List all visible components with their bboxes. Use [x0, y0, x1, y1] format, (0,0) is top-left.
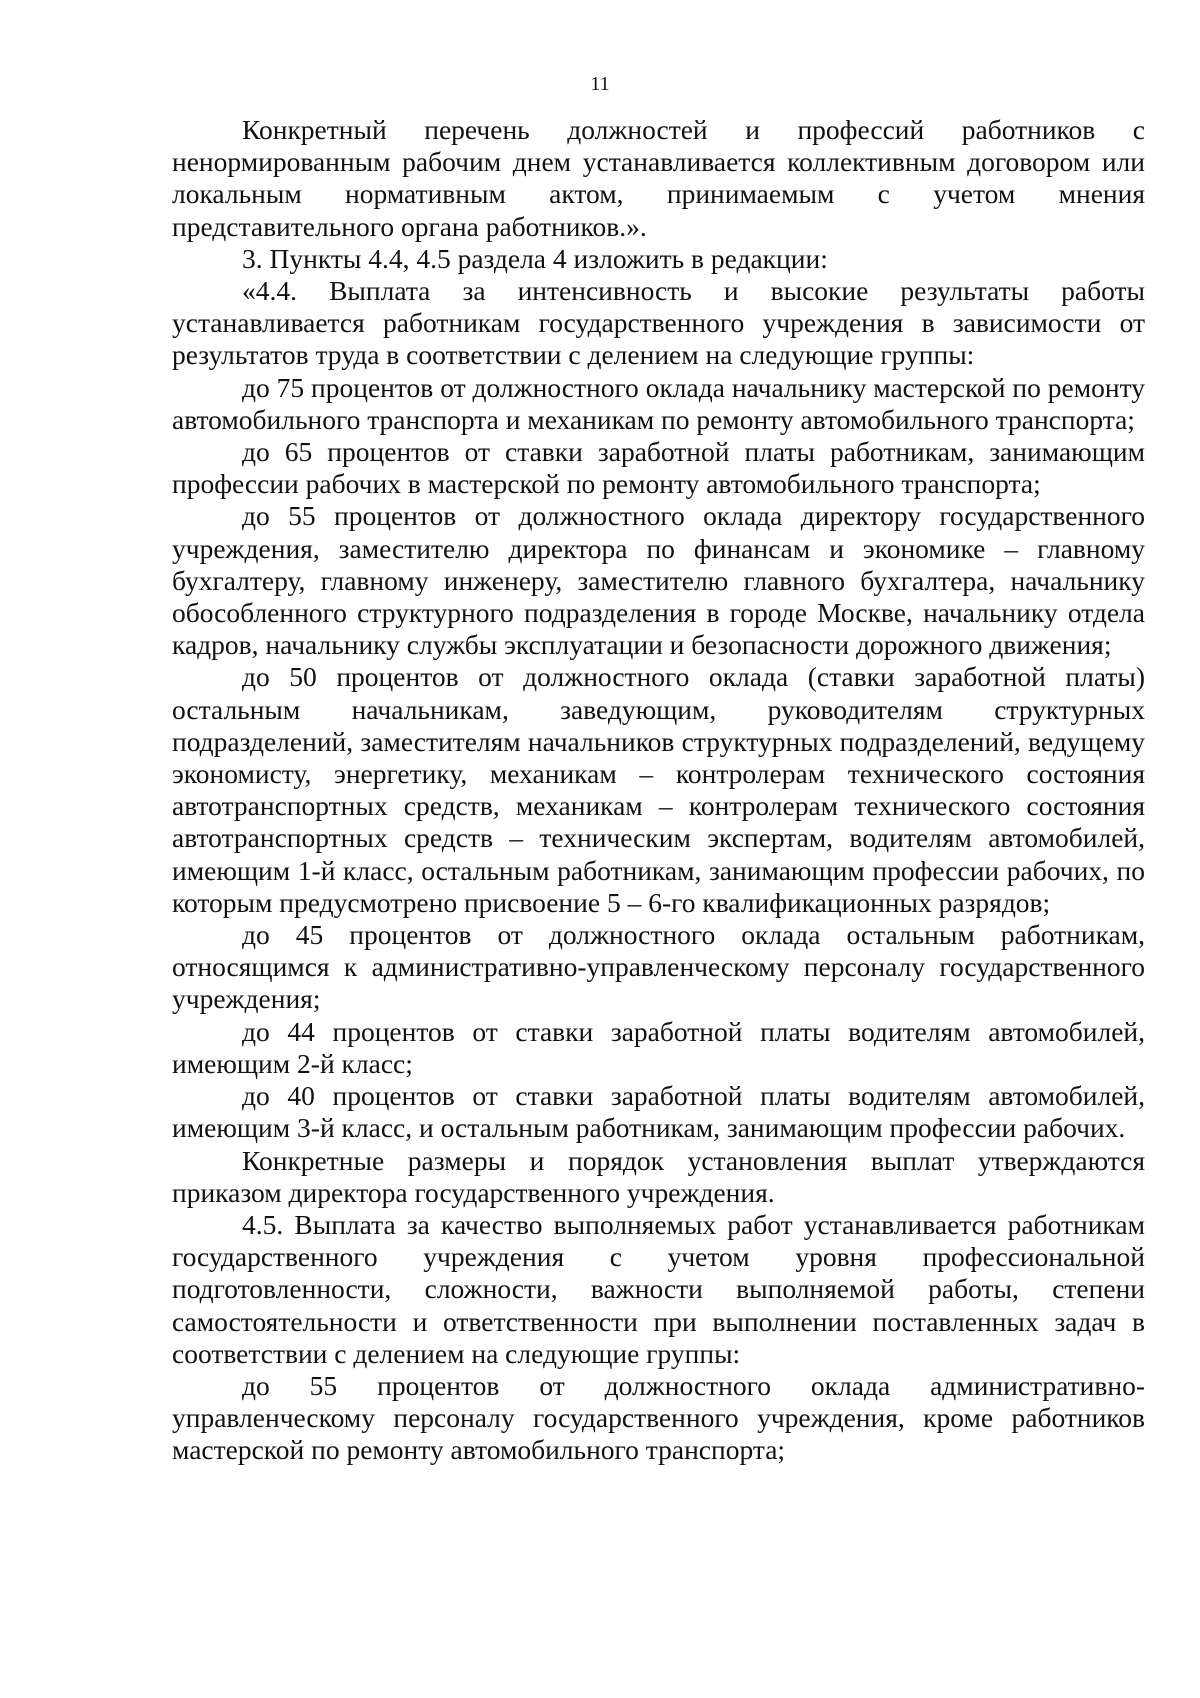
- paragraph-item-3: 3. Пункты 4.4, 4.5 раздела 4 изложить в редакции:: [242, 242, 828, 274]
- paragraph-specific-amounts: Конкретные размеры и порядок установления выплат утверждаются приказом директора государственного учреждения.: [172, 1144, 1145, 1208]
- paragraph-55-percent-admin: до 55 процентов от должностного оклада административно-управленческому персоналу государственного учреждения, кроме работников мастерской по ремонту автомобильного транспорта;: [172, 1369, 1145, 1466]
- page-number: 11: [590, 73, 610, 95]
- paragraph-40-percent: до 40 процентов от ставки заработной платы водителям автомобилей, имеющим 3-й класс, и остальным работникам, занимающим профессии рабочих.: [172, 1080, 1145, 1144]
- paragraph-4-4-intro: «4.4. Выплата за интенсивность и высокие результаты работы устанавливается работникам государственного учреждения в зависимости от результатов труда в соответствии с делением на следующие группы:: [172, 275, 1145, 371]
- paragraph-55-percent-directors: до 55 процентов от должностного оклада директору государственного учреждения, заместителю директора по финансам и экономике – главному бухгалтеру, главному инженеру, заместителю главного бухгалтера, начальнику обособленного структурного подразделения в городе Москве, начальнику отдела кадров, начальнику службы эксплуатации и безопасности дорожного движения;: [172, 500, 1145, 661]
- paragraph-specific-list: Конкретный перечень должностей и профессий работников с ненормированным рабочим днем устанавливается коллективным договором или локальным нормативным актом, принимаемым с учетом мнения представительного органа работников.».: [172, 114, 1145, 242]
- paragraph-50-percent: до 50 процентов от должностного оклада (ставки заработной платы) остальным начальникам, заведующим, руководителям структурных подразделений, заместителям начальников структурных подразделений, ведущему экономисту, энергетику, механикам – контролерам технического состояния автотранспортных средств, механикам – контролерам технического состояния автотранспортных средств – техническим экспертам, водителям автомобилей, имеющим 1-й класс, остальным работникам, занимающим профессии рабочих, по которым предусмотрено присвоение 5 – 6-го квалификационных разрядов;: [172, 661, 1145, 918]
- paragraph-44-percent: до 44 процентов от ставки заработной платы водителям автомобилей, имеющим 2-й класс;: [172, 1015, 1145, 1079]
- paragraph-45-percent: до 45 процентов от должностного оклада остальным работникам, относящимся к административно-управленческому персоналу государственного учреждения;: [172, 919, 1145, 1015]
- body-text: [172, 114, 1145, 1467]
- paragraph-65-percent: до 65 процентов от ставки заработной платы работникам, занимающим профессии рабочих в мастерской по ремонту автомобильного транспорта;: [172, 436, 1145, 500]
- paragraph-4-5-intro: 4.5. Выплата за качество выполняемых работ устанавливается работникам государственного учреждения с учетом уровня профессиональной подготовленности, сложности, важности выполняемой работы, степени самостоятельности и ответственности при выполнении поставленных задач в соответствии с делением на следующие группы:: [172, 1208, 1145, 1369]
- paragraph-75-percent: до 75 процентов от должностного оклада начальнику мастерской по ремонту автомобильного транспорта и механикам по ремонту автомобильного транспорта;: [172, 371, 1145, 435]
